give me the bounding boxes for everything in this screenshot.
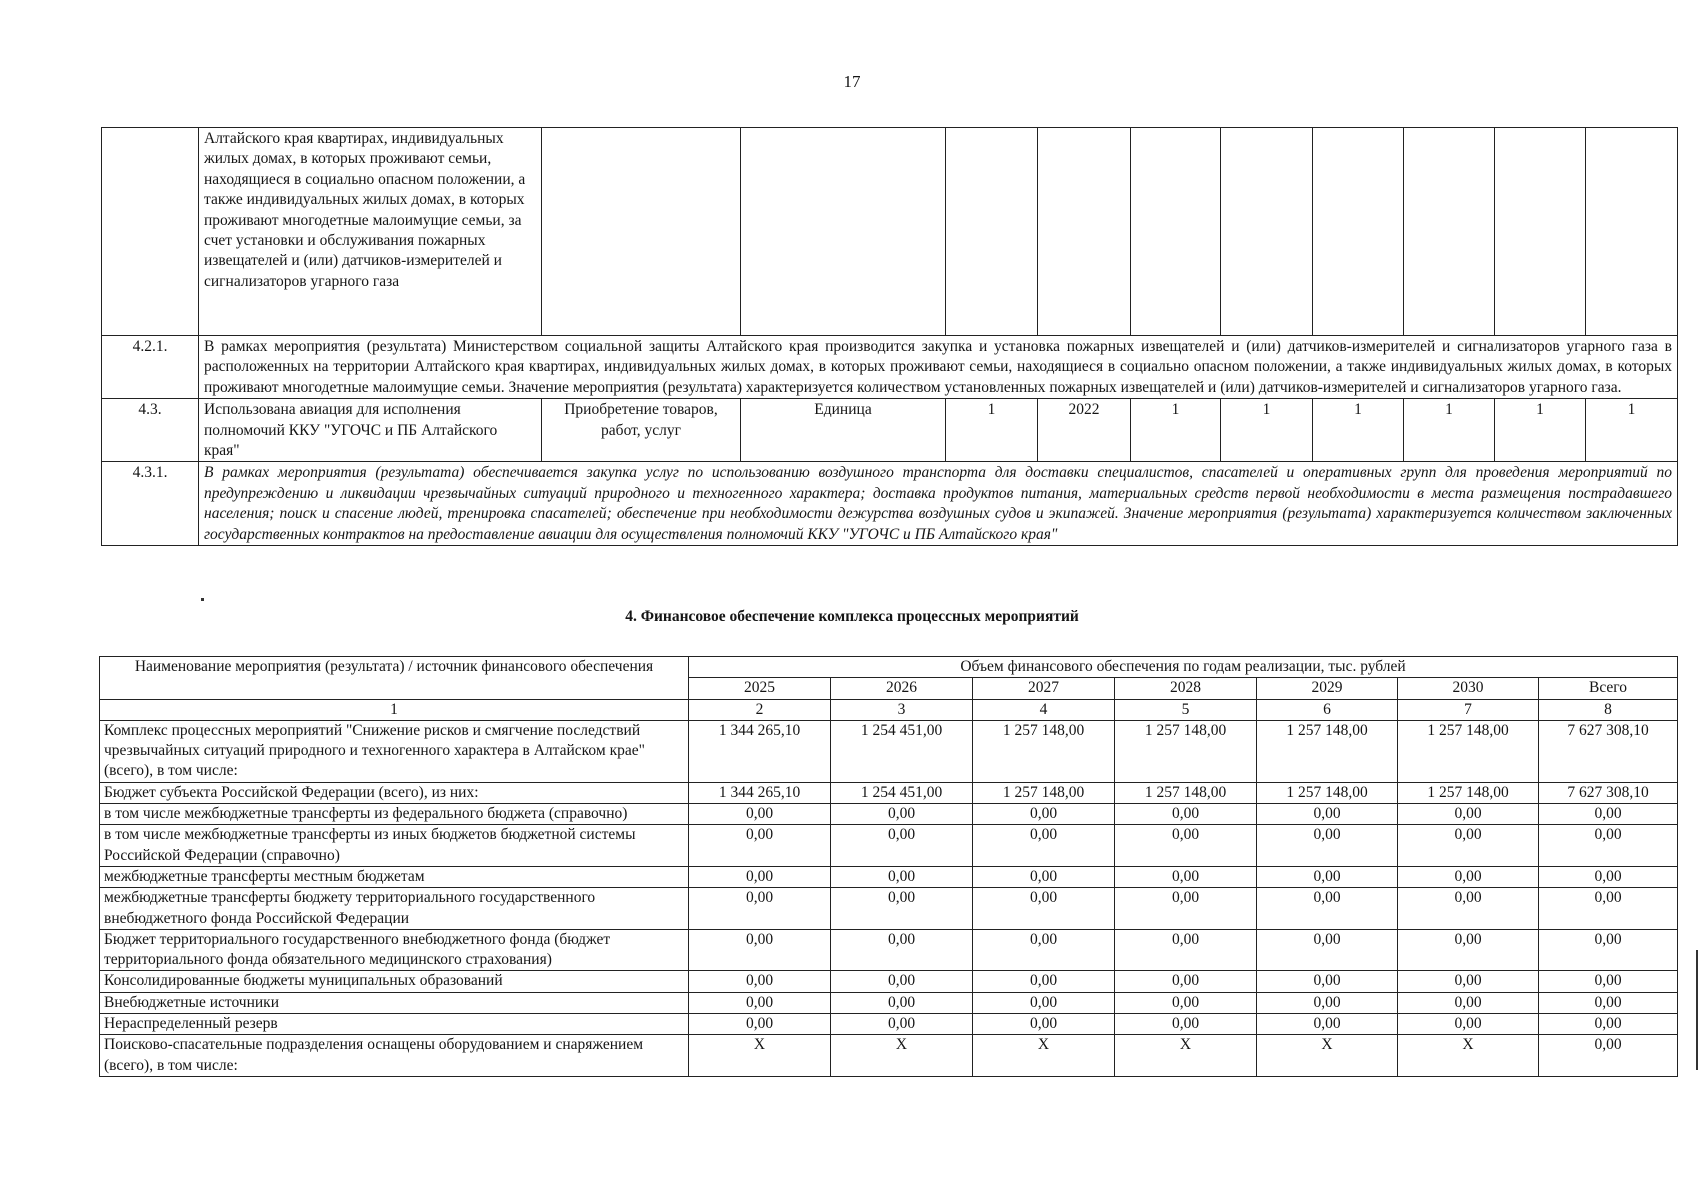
year-value: 0,00: [689, 888, 831, 930]
year-value: 0,00: [689, 866, 831, 887]
value-2025: 1: [1131, 399, 1221, 462]
year-value: 0,00: [689, 1014, 831, 1035]
source-name: в том числе межбюджетные трансферты из иных бюджетов бюджетной системы Российской Федерации (справочно): [100, 825, 689, 867]
year-value: X: [689, 1035, 831, 1077]
year-value: 0,00: [689, 992, 831, 1013]
result-name: Алтайского края квартирах, индивидуальных жилых домах, в которых проживают семьи, находящиеся в социально опасном положении, а также индивидуальных жилых домах, в которых проживают многодетные малоимущие семьи, за счет установки и обслуживания пожарных извещателей и (или) датчиков-измерителей и сигнализаторов угарного газа: [199, 128, 542, 336]
year-value: 0,00: [1398, 929, 1539, 971]
results-table: [101, 127, 1678, 546]
table-row: [102, 336, 1678, 399]
column-number: 6: [1257, 699, 1398, 720]
table-row: [100, 804, 1678, 825]
year-header: 2030: [1398, 678, 1539, 699]
total-value: 0,00: [1539, 866, 1678, 887]
year-value: 0,00: [973, 971, 1115, 992]
source-name: Нераспределенный резерв: [100, 1014, 689, 1035]
year-value: 0,00: [1398, 825, 1539, 867]
year-value: 0,00: [1257, 929, 1398, 971]
table-row: [102, 128, 1678, 336]
value-2029: 1: [1495, 399, 1586, 462]
year-value: 0,00: [973, 804, 1115, 825]
year-value: 1 257 148,00: [1115, 720, 1257, 782]
row-number: [102, 128, 199, 336]
table-row: [100, 1035, 1678, 1077]
year-value: 0,00: [1398, 804, 1539, 825]
year-header: 2025: [689, 678, 831, 699]
column-number: 8: [1539, 699, 1678, 720]
column-number: 2: [689, 699, 831, 720]
table-row: [100, 992, 1678, 1013]
year-value: 0,00: [1398, 866, 1539, 887]
row-number: 4.3.1.: [102, 462, 199, 546]
year-value: 0,00: [831, 992, 973, 1013]
result-description: В рамках мероприятия (результата) Министерством социальной защиты Алтайского края производится закупка и установка пожарных извещателей и (или) датчиков-измерителей и сигнализаторов угарного газа в расположенных на территории Алтайского края квартирах, индивидуальных жилых домах, в которых проживают семьи, находящиеся в социально опасном положении, а также индивидуальных жилых домах, в которых проживают многодетные малоимущие семьи. Значение мероприятия (результата) характеризуется количеством установленных пожарных извещателей и (или) датчиков-измерителей и сигнализаторов угарного газа.: [199, 336, 1678, 399]
total-value: 0,00: [1539, 992, 1678, 1013]
year-value: X: [831, 1035, 973, 1077]
source-name: Внебюджетные источники: [100, 992, 689, 1013]
table-row: [102, 462, 1678, 546]
year-header: 2026: [831, 678, 973, 699]
source-name: Бюджет субъекта Российской Федерации (всего), из них:: [100, 782, 689, 803]
table-row: [100, 971, 1678, 992]
year-header: 2029: [1257, 678, 1398, 699]
source-name: Бюджет территориального государственного внебюджетного фонда (бюджет территориального фонда обязательного медицинского страхования): [100, 929, 689, 971]
year-value: 0,00: [831, 825, 973, 867]
column-number-row: [100, 699, 1678, 720]
result-description: В рамках мероприятия (результата) обеспечивается закупка услуг по использованию воздушного транспорта для доставки специалистов, спасателей и оперативных групп для проведения мероприятий по предупреждению и ликвидации чрезвычайных ситуаций природного и техногенного характера; доставка продуктов питания, материальных средств первой необходимости в места размещения пострадавшего населения; поиск и спасение людей, тренировка спасателей; обеспечение при необходимости дежурства воздушных судов и экипажей. Значение мероприятия (результата) характеризуется количеством заключенных государственных контрактов на предоставление авиации для осуществления полномочий ККУ "УГОЧС и ПБ Алтайского края": [199, 462, 1678, 546]
year-value: 0,00: [1257, 804, 1398, 825]
year-value: 1 254 451,00: [831, 720, 973, 782]
total-value: 0,00: [1539, 929, 1678, 971]
column-number: 3: [831, 699, 973, 720]
row-number: 4.3.: [102, 399, 199, 462]
section-title: 4. Финансовое обеспечение комплекса процессных мероприятий: [625, 608, 1079, 625]
total-value: 0,00: [1539, 804, 1678, 825]
year-value: 0,00: [1257, 1014, 1398, 1035]
source-name: Поисково-спасательные подразделения оснащены оборудованием и снаряжением (всего), в том числе:: [100, 1035, 689, 1077]
scan-edge-line: [1696, 950, 1698, 1070]
year-value: 0,00: [689, 825, 831, 867]
table-row: [100, 782, 1678, 803]
year-value: 0,00: [1115, 888, 1257, 930]
year-value: 1 344 265,10: [689, 782, 831, 803]
value-2030: 1: [1586, 399, 1678, 462]
year-value: 0,00: [1398, 992, 1539, 1013]
year-value: 0,00: [1398, 1014, 1539, 1035]
year-value: 0,00: [1398, 888, 1539, 930]
finance-table: [99, 656, 1678, 1077]
total-value: 0,00: [1539, 971, 1678, 992]
source-name: межбюджетные трансферты бюджету территориального государственного внебюджетного фонда Российской Федерации: [100, 888, 689, 930]
year-value: 0,00: [973, 929, 1115, 971]
column-number: 7: [1398, 699, 1539, 720]
header-name: Наименование мероприятия (результата) / источник финансового обеспечения: [100, 657, 689, 700]
year-value: 0,00: [973, 866, 1115, 887]
year-value: X: [973, 1035, 1115, 1077]
year-value: 0,00: [1398, 971, 1539, 992]
year-value: 0,00: [1115, 992, 1257, 1013]
year-value: 0,00: [1257, 992, 1398, 1013]
year-value: 0,00: [973, 1014, 1115, 1035]
year-value: 0,00: [1257, 866, 1398, 887]
total-header: Всего: [1539, 678, 1678, 699]
value-2027: 1: [1313, 399, 1404, 462]
source-name: Комплекс процессных мероприятий "Снижение рисков и смягчение последствий чрезвычайных ситуаций природного и техногенного характера в Алтайском крае" (всего), в том числе:: [100, 720, 689, 782]
year-value: 0,00: [689, 971, 831, 992]
table-row: [100, 1014, 1678, 1035]
table-row: [102, 399, 1678, 462]
year-value: 0,00: [973, 888, 1115, 930]
year-value: 0,00: [1257, 971, 1398, 992]
year-value: 0,00: [1257, 825, 1398, 867]
year-value: 0,00: [973, 992, 1115, 1013]
total-value: 0,00: [1539, 888, 1678, 930]
year-value: 1 257 148,00: [1398, 782, 1539, 803]
year-value: 1 257 148,00: [973, 782, 1115, 803]
page-number: 17: [843, 72, 861, 91]
table-row: [100, 720, 1678, 782]
year-value: 0,00: [831, 888, 973, 930]
total-value: 7 627 308,10: [1539, 720, 1678, 782]
base-year: 2022: [1038, 399, 1131, 462]
total-value: 7 627 308,10: [1539, 782, 1678, 803]
year-value: 0,00: [831, 971, 973, 992]
year-value: 0,00: [689, 804, 831, 825]
year-value: 1 254 451,00: [831, 782, 973, 803]
year-value: 0,00: [973, 825, 1115, 867]
year-header: 2028: [1115, 678, 1257, 699]
year-value: 1 257 148,00: [1257, 720, 1398, 782]
row-number: 4.2.1.: [102, 336, 199, 399]
source-name: в том числе межбюджетные трансферты из федерального бюджета (справочно): [100, 804, 689, 825]
year-value: 0,00: [1257, 888, 1398, 930]
year-header: 2027: [973, 678, 1115, 699]
year-value: 1 344 265,10: [689, 720, 831, 782]
year-value: 0,00: [831, 804, 973, 825]
year-value: 0,00: [831, 929, 973, 971]
table-row: [100, 888, 1678, 930]
column-number: 5: [1115, 699, 1257, 720]
year-value: 1 257 148,00: [1257, 782, 1398, 803]
total-value: 0,00: [1539, 1014, 1678, 1035]
header-volume: Объем финансового обеспечения по годам реализации, тыс. рублей: [689, 657, 1678, 678]
year-value: 0,00: [1115, 1014, 1257, 1035]
year-value: 0,00: [831, 1014, 973, 1035]
source-name: Консолидированные бюджеты муниципальных образований: [100, 971, 689, 992]
base-value: 1: [946, 399, 1038, 462]
result-name: Использована авиация для исполнения полномочий ККУ "УГОЧС и ПБ Алтайского края": [199, 399, 542, 462]
year-value: 0,00: [1115, 866, 1257, 887]
year-value: 0,00: [1115, 804, 1257, 825]
value-2026: 1: [1221, 399, 1313, 462]
year-value: 0,00: [831, 866, 973, 887]
year-value: 0,00: [1115, 825, 1257, 867]
year-value: X: [1257, 1035, 1398, 1077]
scan-dot: [201, 598, 204, 601]
total-value: 0,00: [1539, 1035, 1678, 1077]
year-value: 0,00: [689, 929, 831, 971]
total-value: 0,00: [1539, 825, 1678, 867]
column-number: 4: [973, 699, 1115, 720]
table-row: [100, 825, 1678, 867]
year-value: X: [1398, 1035, 1539, 1077]
table-row: [100, 929, 1678, 971]
source-name: межбюджетные трансферты местным бюджетам: [100, 866, 689, 887]
result-type: Приобретение товаров, работ, услуг: [542, 399, 741, 462]
year-value: 0,00: [1115, 929, 1257, 971]
year-value: 0,00: [1115, 971, 1257, 992]
header-row: [100, 657, 1678, 678]
unit: Единица: [741, 399, 946, 462]
year-value: 1 257 148,00: [1115, 782, 1257, 803]
year-value: 1 257 148,00: [1398, 720, 1539, 782]
year-value: 1 257 148,00: [973, 720, 1115, 782]
value-2028: 1: [1404, 399, 1495, 462]
year-value: X: [1115, 1035, 1257, 1077]
table-row: [100, 866, 1678, 887]
column-number: 1: [100, 699, 689, 720]
